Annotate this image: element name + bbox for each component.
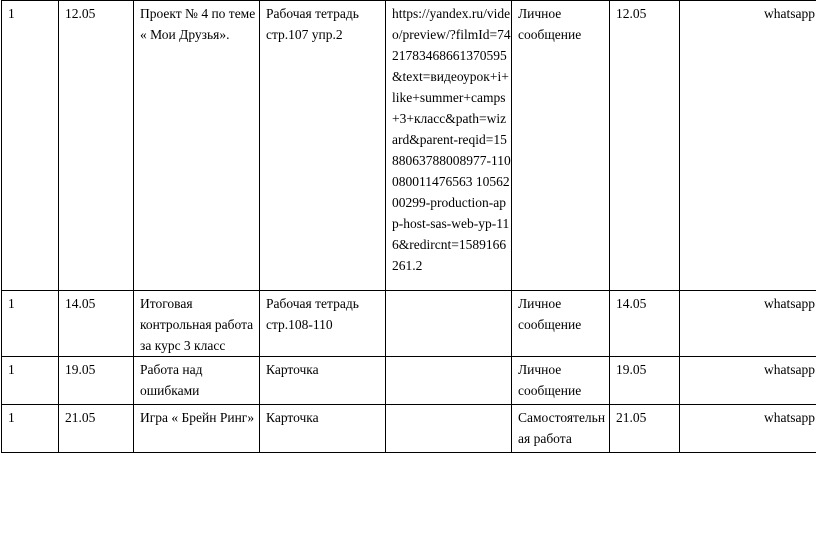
channel-label: whatsapp [764, 410, 815, 425]
channel-cell [680, 1, 816, 291]
resource-link-cell [386, 291, 512, 357]
submission-form-cell: Личное сообщение [512, 291, 610, 357]
channel-cell [680, 357, 816, 405]
topic-cell: Работа над ошибками [134, 357, 260, 405]
channel-cell [680, 405, 816, 453]
date-cell: 12.05 [59, 1, 134, 291]
channel-label: whatsapp [764, 6, 815, 21]
channel-label: whatsapp [764, 362, 815, 377]
task-cell: Рабочая тетрадь стр.108-110 [260, 291, 386, 357]
lesson-number-cell: 1 [2, 357, 59, 405]
lesson-number-cell: 1 [2, 291, 59, 357]
task-cell: Карточка [260, 357, 386, 405]
task-cell: Рабочая тетрадь стр.107 упр.2 [260, 1, 386, 291]
table-row [2, 1, 816, 291]
deadline-cell: 12.05 [610, 1, 680, 291]
date-cell: 21.05 [59, 405, 134, 453]
submission-form-cell: Личное сообщение [512, 357, 610, 405]
date-cell: 19.05 [59, 357, 134, 405]
table-row [2, 357, 816, 405]
deadline-cell: 19.05 [610, 357, 680, 405]
topic-cell: Итоговая контрольная работа за курс 3 класс [134, 291, 260, 357]
topic-cell: Проект № 4 по теме « Мои Друзья». [134, 1, 260, 291]
resource-link-cell [386, 357, 512, 405]
lesson-number-cell: 1 [2, 405, 59, 453]
deadline-cell: 14.05 [610, 291, 680, 357]
lesson-schedule-table [1, 0, 816, 453]
channel-label: whatsapp [764, 296, 815, 311]
table-row [2, 291, 816, 357]
resource-link-cell [386, 405, 512, 453]
submission-form-cell: Самостоятельная работа [512, 405, 610, 453]
resource-link-cell[interactable]: https://yandex.ru/video/preview/?filmId=7421783468661370595&text=видеоурок+i+like+summer+camps+3+класс&path=wizard&parent-reqid=1588063788008977-110080011476563 1056200299-production-app-host-sas-web-yp-116&redircnt=1589166261.2 [386, 1, 512, 291]
table-row [2, 405, 816, 453]
task-cell: Карточка [260, 405, 386, 453]
submission-form-cell: Личное сообщение [512, 1, 610, 291]
topic-cell: Игра « Брейн Ринг» [134, 405, 260, 453]
lesson-number-cell: 1 [2, 1, 59, 291]
deadline-cell: 21.05 [610, 405, 680, 453]
date-cell: 14.05 [59, 291, 134, 357]
channel-cell [680, 291, 816, 357]
